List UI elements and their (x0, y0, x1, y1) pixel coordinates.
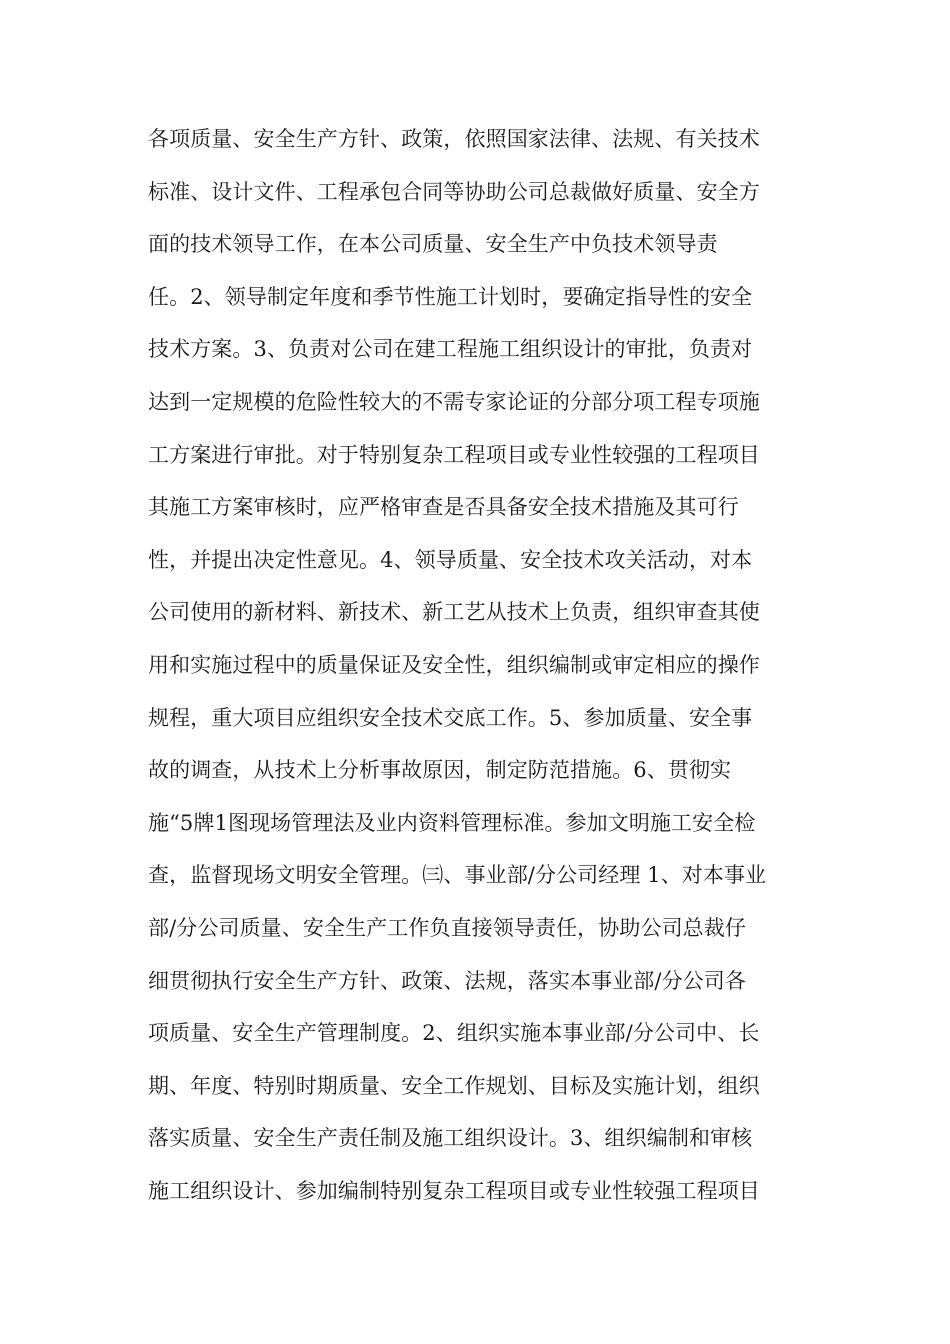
text-line: 面的技术领导工作，在本公司质量、安全生产中负技术领导责 (148, 232, 718, 257)
text-line: 工方案进行审批。对于特别复杂工程项目或专业性较强的工程项目 (148, 442, 760, 467)
text-line: 标准、设计文件、工程承包合同等协助公司总裁做好质量、安全方 (148, 179, 760, 204)
text-line: 性，并提出决定性意见。4、领导质量、安全技术攻关活动，对本 (148, 547, 753, 572)
text-line: 技术方案。3、负责对公司在建工程施工组织设计的审批，负责对 (148, 337, 753, 362)
text-line: 各项质量、安全生产方针、政策，依照国家法律、法规、有关技术 (148, 127, 760, 151)
text-line: 查，监督现场文明安全管理。㈢、事业部/分公司经理 1、对本事业 (148, 863, 767, 888)
text-line: 规程，重大项目应组织安全技术交底工作。5、参加质量、安全事 (148, 705, 753, 730)
text-line: 其施工方案审核时，应严格审查是否具备安全技术措施及其可行 (148, 495, 739, 520)
text-line: 期、年度、特别时期质量、安全工作规划、目标及实施计划，组织 (148, 1073, 760, 1098)
text-line: 施工组织设计、参加编制特别复杂工程项目或专业性较强工程项目 (148, 1178, 760, 1203)
body-text (148, 113, 808, 1217)
text-line: 公司使用的新材料、新技术、新工艺从技术上负责，组织审查其使 (148, 600, 760, 625)
text-line: 用和实施过程中的质量保证及安全性，组织编制或审定相应的操作 (148, 652, 760, 677)
text-line: 施“5牌1图现场管理法及业内资料管理标准。参加文明施工安全检 (148, 810, 756, 835)
text-line: 落实质量、安全生产责任制及施工组织设计。3、组织编制和审核 (148, 1126, 753, 1151)
text-line: 故的调查，从技术上分析事故原因，制定防范措施。6、贯彻实 (148, 758, 732, 783)
text-line: 达到一定规模的危险性较大的不需专家论证的分部分项工程专项施 (148, 389, 760, 414)
text-line: 部/分公司质量、安全生产工作负直接领导责任，协助公司总裁仔 (148, 915, 746, 940)
text-line: 任。2、领导制定年度和季节性施工计划时，要确定指导性的安全 (148, 284, 753, 309)
text-line: 项质量、安全生产管理制度。2、组织实施本事业部/分公司中、长 (148, 1021, 760, 1046)
text-line: 细贯彻执行安全生产方针、政策、法规，落实本事业部/分公司各 (148, 968, 746, 993)
